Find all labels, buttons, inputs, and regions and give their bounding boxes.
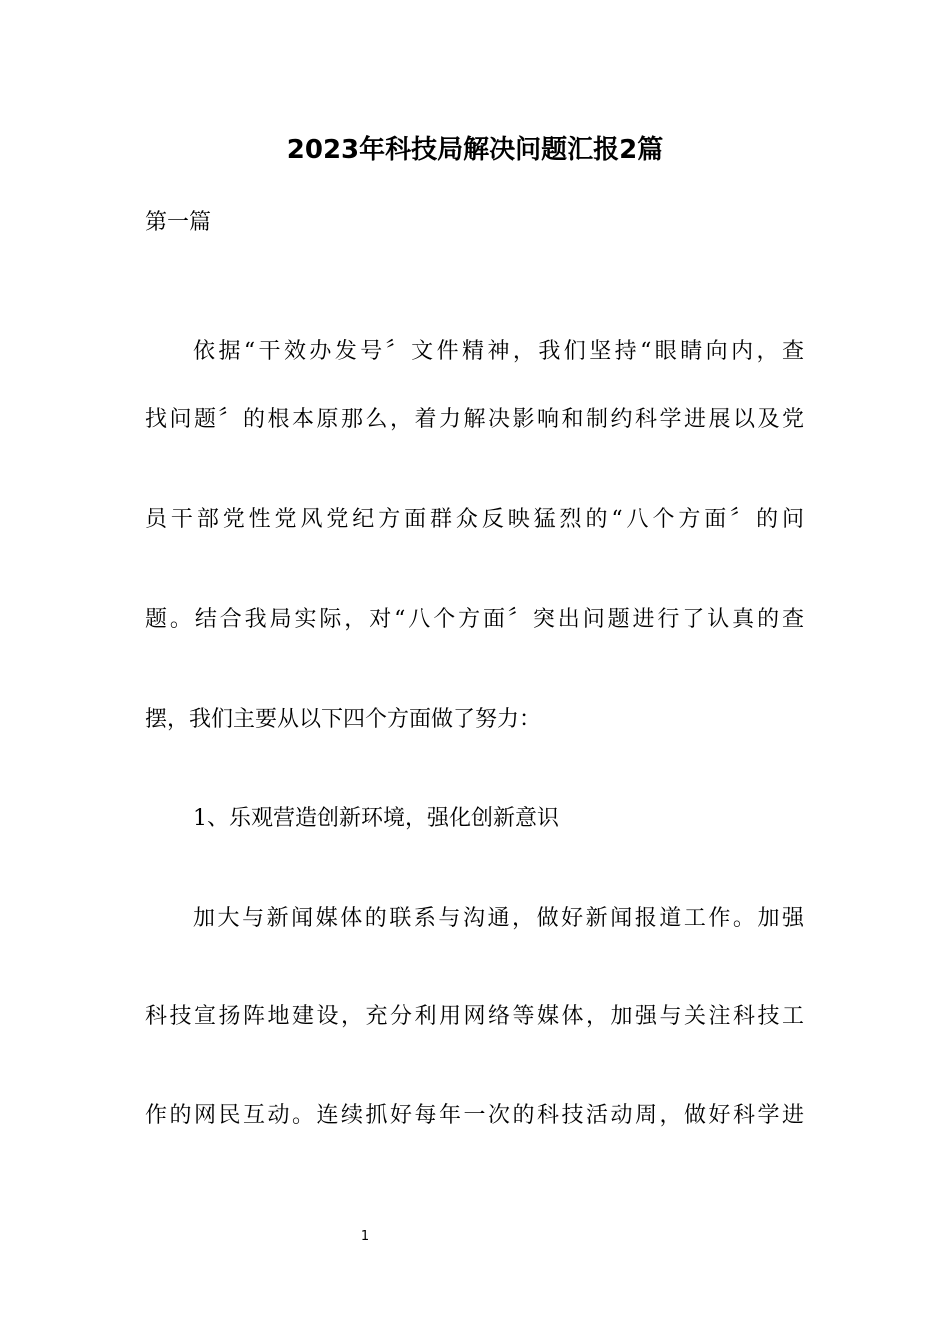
section-heading: 1、乐观营造创新环境，强化创新意识 bbox=[193, 806, 559, 831]
paragraph-line: 依据“干效办发号〞文件精神，我们坚持“眼睛向内，查 bbox=[193, 339, 804, 364]
paragraph-line: 加大与新闻媒体的联系与沟通，做好新闻报道工作。加强 bbox=[193, 906, 804, 931]
paragraph-line: 题。结合我局实际，对“八个方面〞突出问题进行了认真的查 bbox=[145, 607, 804, 632]
paragraph-line: 作的网民互动。连续抓好每年一次的科技活动周，做好科学进 bbox=[145, 1103, 804, 1128]
page-number: 1 bbox=[360, 1229, 370, 1244]
paragraph-line: 科技宣扬阵地建设，充分利用网络等媒体，加强与关注科技工 bbox=[145, 1004, 804, 1029]
document-title: 2023年科技局解决问题汇报2篇 bbox=[286, 135, 664, 165]
paragraph-line: 找问题〞的根本原那么，着力解决影响和制约科学进展以及党 bbox=[145, 407, 804, 432]
paragraph-line: 摆，我们主要从以下四个方面做了努力： bbox=[145, 707, 542, 732]
section-label: 第一篇 bbox=[145, 210, 212, 235]
paragraph-line: 员干部党性党风党纪方面群众反映猛烈的“八个方面〞的问 bbox=[145, 507, 804, 532]
